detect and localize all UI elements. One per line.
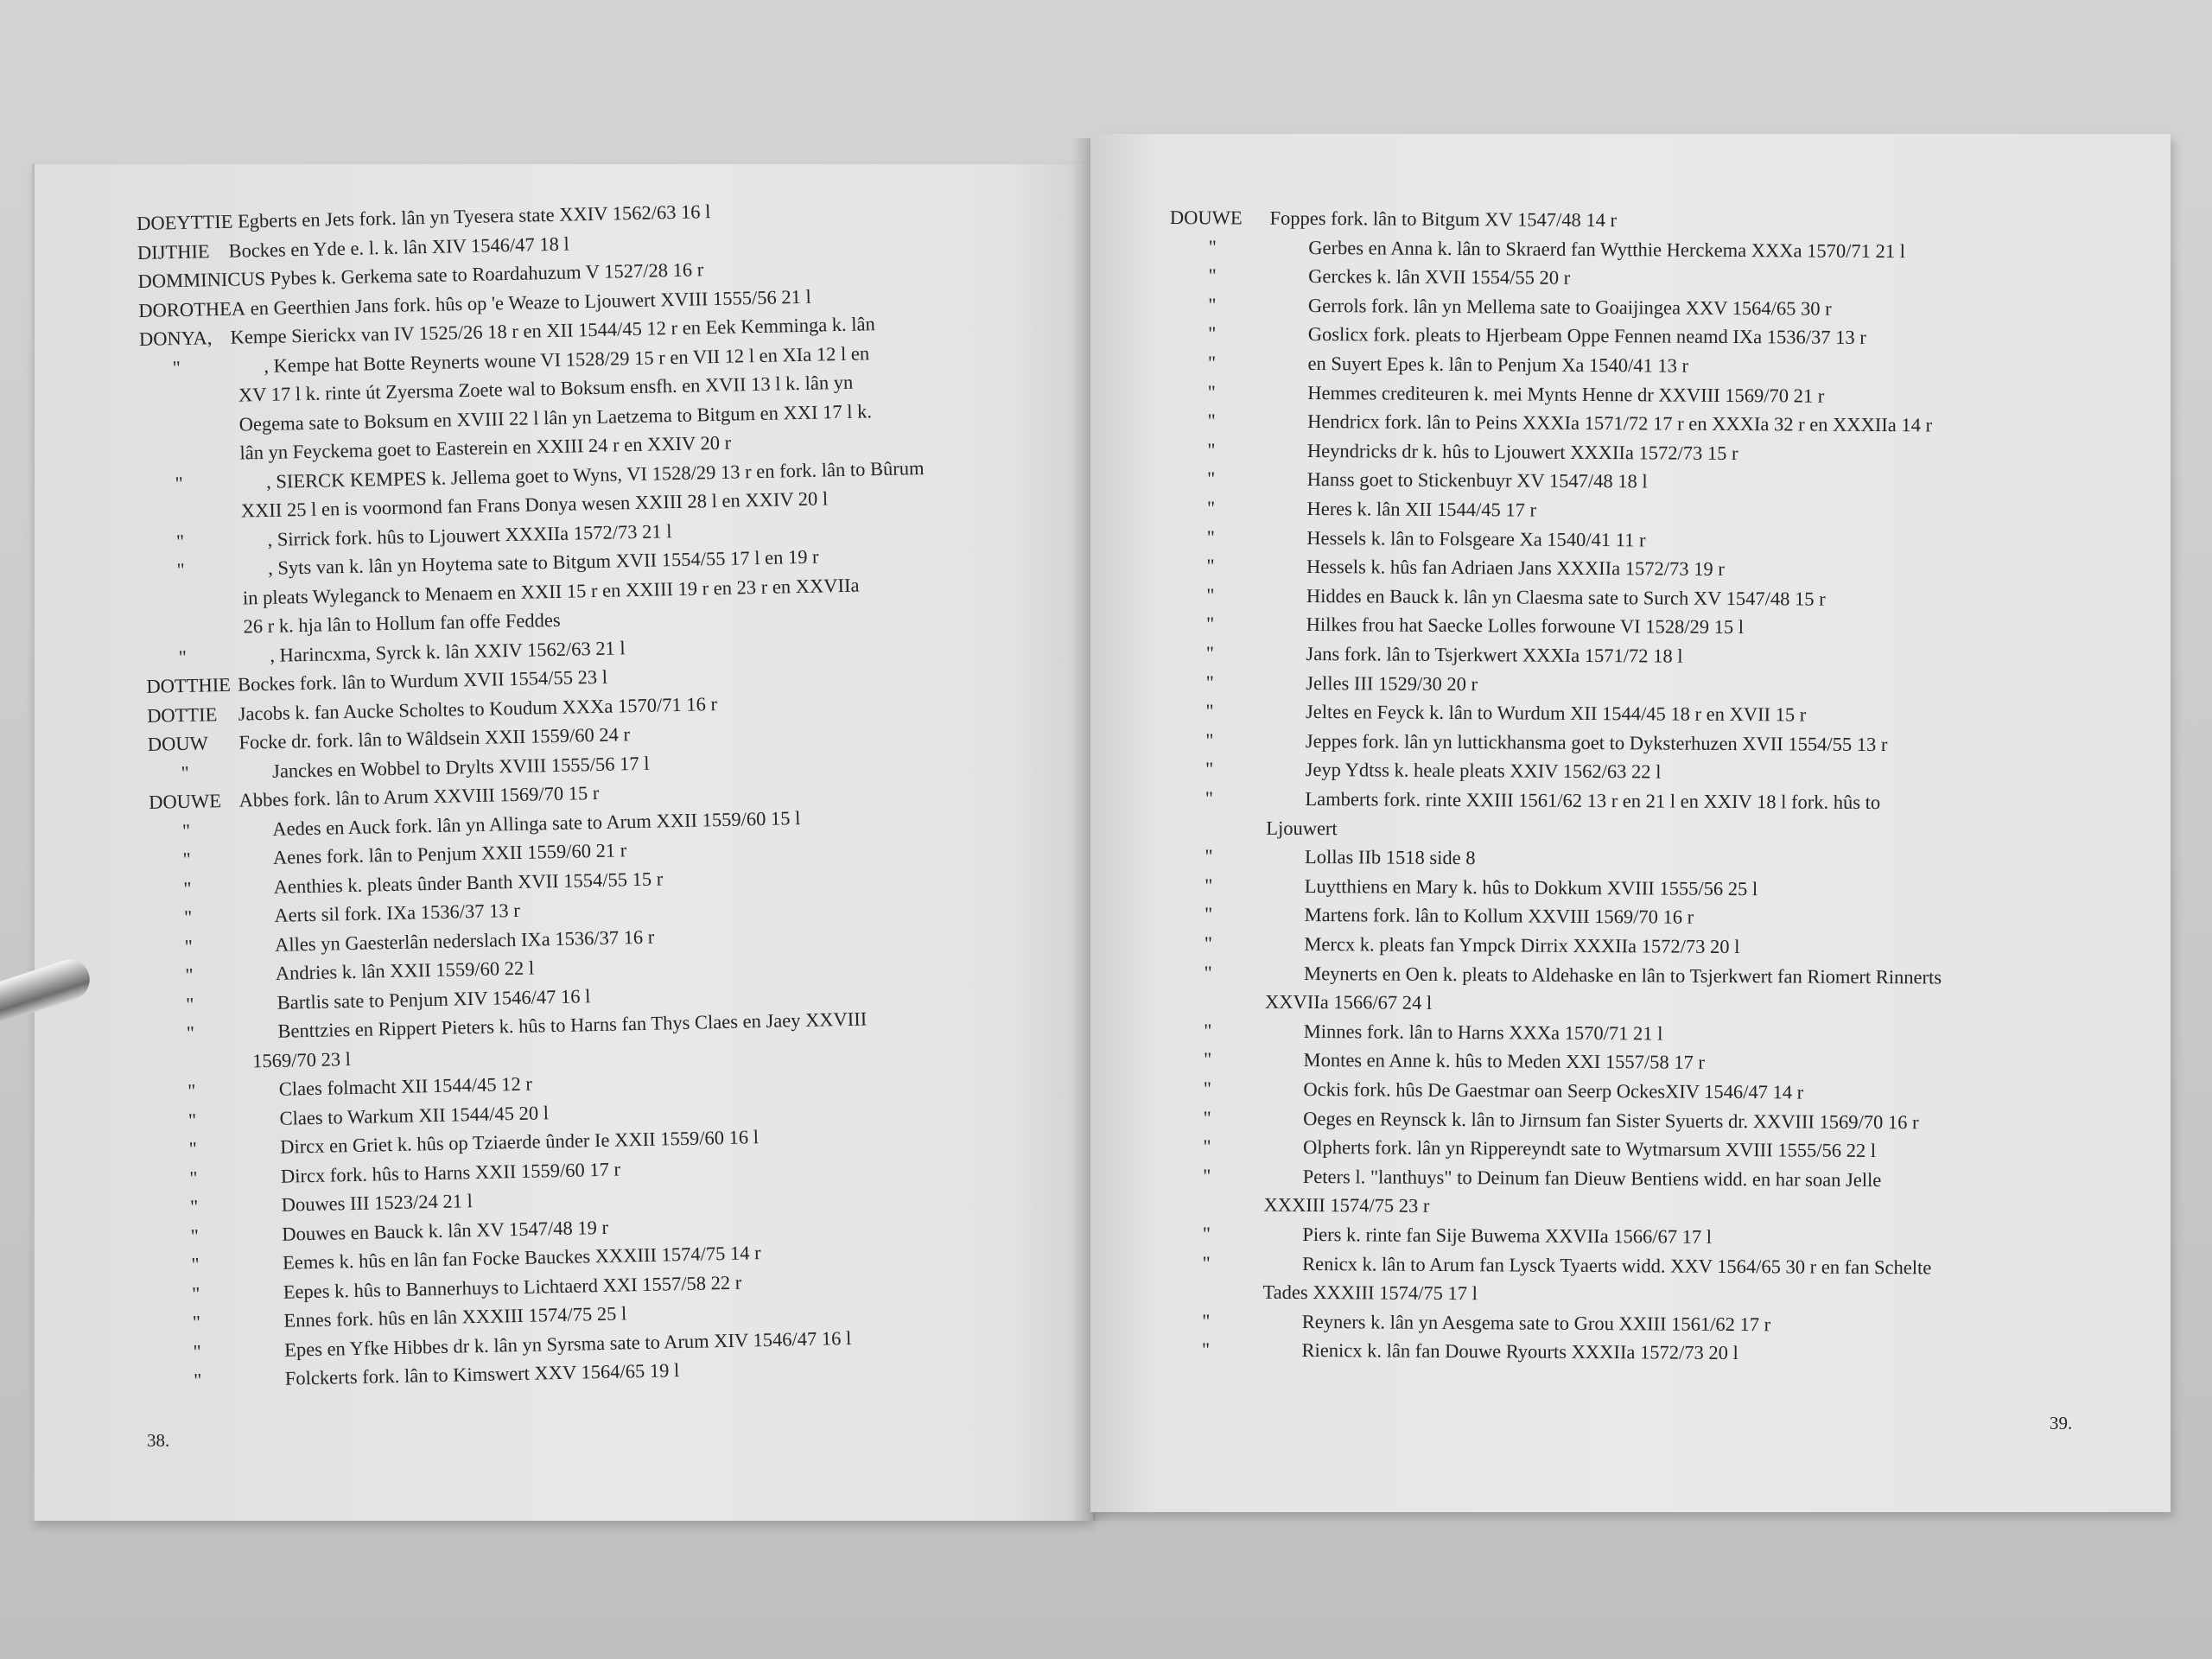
entry-line	[1167, 586, 1825, 609]
entry-line	[1168, 499, 1536, 520]
entry-text: Foppes fork. lân to Bitgum XV 1547/48 14 r	[1269, 207, 1618, 232]
entry-headword: "	[1203, 1165, 1211, 1187]
entry-line	[149, 841, 626, 870]
entry-headword: DOTTIE	[146, 702, 218, 727]
entry-text: Montes en Anne k. hûs to Meden XXI 1557/58 17 r	[1303, 1049, 1706, 1074]
entry-line	[1169, 353, 1688, 376]
entry-text: Folckerts fork. lân to Kimswert XXV 1564/65 19 l	[284, 1359, 680, 1389]
entry-line	[154, 1007, 868, 1045]
entry-headword: "	[176, 558, 186, 582]
entry-headword: DOTTHIE	[146, 673, 232, 697]
entry-text: Peters l. "lanthuys" to Deinum fan Dieuw Bentiens widd. en har soan Jelle	[1302, 1165, 1882, 1191]
entry-text: Alles yn Gaesterlân nederslach IXa 1536/37 16 r	[274, 925, 655, 956]
entry-headword: "	[1208, 294, 1217, 316]
entry-text: en Geerthien Jans fork. hûs op 'e Weaze to Ljouwert XVIII 1555/56 21 l	[250, 285, 811, 319]
entry-line	[156, 1103, 549, 1131]
entry-text: Mercx k. pleats fan Ympck Dirrix XXXIIa 1572/73 20 l	[1304, 932, 1740, 958]
entry-line	[158, 1217, 609, 1246]
entry-headword: "	[1202, 1310, 1211, 1332]
entry-line	[161, 1361, 679, 1391]
entry-line	[143, 519, 672, 552]
entry-text: en Suyert Epes k. lân to Penjum Xa 1540/41 13 r	[1307, 352, 1689, 377]
entry-text: 26 r k. hja lân to Hollum fan offe Feddes	[243, 608, 561, 638]
entry-text: Pybes k. Gerkema sate to Roardahuzum V 1527/28 16 r	[270, 258, 704, 289]
entry-line	[1166, 789, 1880, 813]
entry-text: , SIERCK KEMPES k. Jellema goet to Wyns, VI 1528/29 13 r en fork. lân to Bûrum	[265, 456, 925, 493]
entry-text: XXXIII 1574/75 23 r	[1263, 1194, 1430, 1217]
entry-line	[1163, 1251, 1932, 1278]
entry-text: Rienicx k. lân fan Douwe Ryourts XXXIIa 1572/73 20 l	[1301, 1339, 1738, 1364]
entry-headword: "	[1205, 700, 1214, 722]
entry-headword	[143, 518, 236, 519]
entry-line	[1166, 731, 1887, 755]
entry-line	[1163, 1312, 1770, 1335]
entry-headword: DIJTHIE	[137, 239, 210, 264]
entry-text: Piers k. rinte fan Sije Buwema XXVIIa 1566/67 17 l	[1302, 1223, 1713, 1248]
entry-line	[142, 431, 732, 466]
entry-headword: "	[183, 877, 192, 899]
entry-text: in pleats Wyleganck to Menaem en XXII 15 r en XXIII 19 r en 23 r en XXVIIa	[242, 574, 860, 609]
entry-headword: "	[186, 1021, 195, 1044]
entry-text: Eepes k. hûs to Bannerhuys to Lichtaerd XXI 1557/58 22 r	[283, 1271, 742, 1303]
entry-headword: "	[191, 1282, 200, 1305]
entry-headword: "	[175, 530, 185, 552]
entry-line	[1169, 380, 1825, 407]
entry-text: Jans fork. lân to Tsjerkwert XXXIa 1571/72 18 l	[1306, 642, 1683, 667]
entry-headword: "	[181, 819, 191, 842]
entry-headword	[141, 402, 234, 404]
entry-headword	[155, 1067, 248, 1069]
entry-headword: "	[1207, 352, 1217, 374]
entry-headword: DOMMINICUS	[137, 267, 266, 292]
entry-line	[1164, 1224, 1712, 1247]
entry-text: Benttzies en Rippert Pieters k. hûs to Harns fan Thys Claes en Jaey XXVIII	[277, 1007, 868, 1042]
entry-headword: "	[194, 1369, 202, 1391]
entry-headword: "	[1205, 729, 1214, 752]
entry-headword: "	[1207, 410, 1216, 432]
entry-headword: "	[1205, 845, 1213, 868]
entry-line	[159, 1273, 741, 1305]
entry-line	[149, 806, 801, 842]
entry-text: Bockes fork. lân to Wurdum XVII 1554/55 23 l	[237, 665, 608, 696]
entry-line	[146, 692, 718, 727]
entry-headword: DOUW	[147, 732, 209, 755]
entry-text: , Harincxma, Syrck k. lân XXIV 1562/63 21 l	[270, 636, 626, 666]
entry-text: Dircx fork. hûs to Harns XXII 1559/60 17 r	[280, 1158, 621, 1187]
entry-headword: DOUWE	[148, 790, 222, 813]
entry-text: Jacobs k. fan Aucke Scholtes to Koudum XXXa 1570/71 16 r	[238, 692, 718, 725]
entry-text: Martens fork. lân to Kollum XXVIII 1569/70 16 r	[1304, 904, 1694, 929]
entry-line	[144, 575, 860, 610]
entry-text: Hessels k. lân to Folsgeare Xa 1540/41 11 r	[1306, 526, 1646, 550]
entry-line	[1167, 556, 1724, 579]
entry-text: , Syts van k. lân yn Hoytema sate to Bitgum XVII 1554/55 17 l en 19 r	[267, 545, 819, 579]
entry-text: Hanss goet to Stickenbuyr XV 1547/48 18 l	[1306, 468, 1648, 493]
entry-line	[1163, 1340, 1738, 1363]
entry-line	[137, 260, 703, 291]
entry-headword: "	[1205, 671, 1214, 693]
entry-line	[1166, 818, 1338, 839]
entry-text: Aenes fork. lân to Penjum XXII 1559/60 21 r	[272, 839, 627, 868]
entry-line	[148, 725, 631, 754]
entry-headword: "	[182, 848, 192, 871]
entry-headword: "	[1205, 874, 1213, 897]
entry-text: Goslicx fork. pleats to Hjerbeam Oppe Fennen neamd IXa 1536/37 13 r	[1307, 323, 1866, 349]
entry-line	[1164, 1137, 1876, 1161]
entry-line	[155, 1072, 533, 1103]
entry-text: Reyners k. lân yn Aesgema sate to Grou XXIII 1561/62 17 r	[1301, 1310, 1771, 1336]
entry-text: XXVIIa 1566/67 24 l	[1264, 990, 1433, 1014]
entry-headword: "	[178, 645, 188, 668]
entry-headword: "	[1204, 903, 1213, 925]
entry-line	[148, 781, 600, 813]
entry-text: Claes folmacht XII 1544/45 12 r	[278, 1072, 533, 1100]
entry-line	[1164, 1166, 1881, 1191]
entry-text: Bockes en Yde e. l. k. lân XIV 1546/47 18 l	[228, 232, 570, 262]
entry-headword: "	[190, 1224, 200, 1247]
entry-headword: "	[1207, 439, 1216, 461]
entry-text: Minnes fork. lân to Harns XXXa 1570/71 21 l	[1303, 1020, 1663, 1045]
entry-line	[160, 1304, 627, 1333]
entry-line	[143, 489, 828, 523]
entry-text: Aedes en Auck fork. lân yn Allinga sate to Arum XXII 1559/60 15 l	[272, 806, 801, 840]
entry-headword: "	[183, 906, 193, 929]
entry-text: Gerrols fork. lân yn Mellema sate to Goaijingea XXV 1564/65 30 r	[1307, 294, 1832, 320]
entry-text: Oegema sate to Boksum en XVIII 22 l lân yn Laetzema to Bitgum en XXI 17 l k.	[238, 399, 873, 435]
entry-text: Heyndricks dr k. hûs to Ljouwert XXXIIa 1572/73 15 r	[1306, 439, 1738, 464]
entry-text: Kempe Sierickx van IV 1525/26 18 r en XII 1544/45 12 r en Eek Kemminga k. lân	[230, 313, 876, 348]
entry-headword: "	[191, 1253, 200, 1275]
entry-headword	[144, 604, 238, 606]
entry-line	[1168, 411, 1932, 435]
entry-line	[156, 1160, 620, 1189]
entry-text: Olpherts fork. lân yn Rippereyndt sate to Wytmarsum XVIII 1555/56 22 l	[1302, 1136, 1877, 1162]
entry-text: Douwes en Bauck k. lân XV 1547/48 19 r	[282, 1216, 609, 1245]
entry-text: 1569/70 23 l	[251, 1047, 352, 1071]
entry-headword: "	[1204, 961, 1212, 983]
entry-text: Hendricx fork. lân to Peins XXXIa 1571/72 17 r en XXXIa 32 r en XXXIIa 14 r	[1307, 410, 1933, 436]
left-page-number: 38.	[147, 1430, 170, 1451]
right-page-number: 39.	[2050, 1413, 2073, 1433]
entry-line	[1166, 876, 1758, 899]
entry-headword: "	[185, 993, 194, 1015]
entry-text: , Kempe hat Botte Reynerts woune VI 1528/29 15 r en VII 12 l en XIa 12 l en	[264, 341, 870, 377]
entry-headword: "	[1207, 467, 1216, 490]
entry-line	[137, 234, 569, 263]
entry-headword: "	[1208, 264, 1217, 287]
entry-headword: "	[185, 963, 194, 987]
entry-line	[158, 1243, 761, 1275]
entry-line	[1169, 296, 1831, 319]
entry-line	[154, 1047, 352, 1073]
entry-text: Hiddes en Bauck k. lân yn Claesma sate to Surch XV 1547/48 15 r	[1306, 584, 1826, 610]
entry-line	[141, 399, 873, 436]
entry-line	[1170, 235, 1905, 262]
entry-headword: "	[187, 1079, 196, 1102]
entry-line	[156, 1128, 759, 1160]
entry-text: Egberts en Jets fork. lân yn Tyesera state XXIV 1562/63 16 l	[237, 200, 711, 232]
entry-line	[1166, 847, 1475, 868]
entry-text: Gerbes en Anna k. lân to Skraerd fan Wytthie Herckema XXXa 1570/71 21 l	[1308, 236, 1905, 262]
entry-text: Epes en Yfke Hibbes dr k. lân yn Syrsma sate to Arum XIV 1546/47 16 l	[283, 1326, 852, 1361]
entry-headword: "	[1205, 787, 1214, 810]
entry-text: lân yn Feyckema goet to Easterein en XXIII 24 r en XXIV 20 r	[239, 431, 732, 464]
entry-text: Dircx en Griet k. hûs op Tziaerde ûnder Ie XXII 1559/60 16 l	[280, 1126, 760, 1158]
entry-headword: "	[1208, 235, 1217, 257]
entry-headword: "	[172, 356, 181, 378]
entry-headword	[1166, 834, 1262, 835]
entry-text: Focke dr. fork. lân to Wâldsein XXII 1559/60 24 r	[238, 723, 631, 753]
entry-line	[1167, 614, 1744, 638]
entry-headword: "	[1206, 497, 1216, 519]
entry-line	[1166, 963, 1942, 988]
entry-headword: "	[1204, 932, 1213, 955]
entry-headword: "	[188, 1109, 197, 1131]
entry-text: Andries k. lân XXII 1559/60 22 l	[275, 957, 535, 984]
entry-headword: "	[1203, 1106, 1211, 1128]
entry-text: Hilkes frou hat Saecke Lolles forwoune VI 1528/29 15 l	[1306, 613, 1745, 639]
entry-line	[152, 959, 534, 987]
entry-headword: "	[192, 1311, 201, 1333]
entry-text: XXII 25 l en is voormond fan Frans Donya wesen XXIII 28 l en XXIV 20 l	[240, 487, 829, 522]
entry-line	[146, 665, 608, 697]
entry-line	[1170, 208, 1617, 231]
entry-headword: "	[1208, 322, 1217, 345]
entry-text: Gerckes k. lân XVII 1554/55 20 r	[1308, 265, 1571, 289]
entry-headword: "	[1203, 1077, 1212, 1100]
entry-headword: "	[175, 472, 183, 494]
entry-line	[1168, 441, 1738, 464]
entry-text: Tades XXXIII 1574/75 17 l	[1262, 1281, 1478, 1305]
entry-text: , Sirrick fork. hûs to Ljouwert XXXIIa 1572/73 21 l	[267, 519, 672, 550]
entry-line	[146, 636, 626, 668]
entry-headword: "	[1205, 613, 1215, 635]
entry-line	[1163, 1282, 1478, 1304]
entry-headword	[145, 633, 238, 635]
entry-text: Aenthies k. pleats ûnder Banth XVII 1554/55 15 r	[273, 867, 664, 898]
entry-text: Jeppes fork. lân yn luttickhansma goet to Dyksterhuzen XVII 1554/55 13 r	[1305, 729, 1888, 755]
entry-text: Aerts sil fork. IXa 1536/37 13 r	[274, 899, 520, 926]
entry-line	[1167, 644, 1683, 666]
entry-headword: "	[1206, 525, 1215, 548]
entry-headword: DONYA,	[138, 327, 213, 350]
entry-headword: "	[1201, 1338, 1211, 1361]
entry-headword: "	[1202, 1251, 1211, 1274]
entry-text: Douwes III 1523/24 21 l	[281, 1190, 474, 1216]
entry-line	[1168, 469, 1648, 492]
entry-headword: "	[1203, 1135, 1211, 1158]
entry-line	[160, 1328, 851, 1362]
entry-headword: "	[1206, 555, 1215, 577]
entry-headword: "	[1205, 758, 1214, 780]
right-page	[1090, 134, 2171, 1512]
entry-line	[1166, 934, 1740, 957]
entry-line	[1166, 905, 1694, 927]
entry-headword: "	[1205, 642, 1215, 664]
entry-line	[137, 202, 711, 233]
entry-line	[1165, 1050, 1705, 1072]
entry-headword: DOEYTTIE	[136, 210, 233, 234]
entry-text: Claes to Warkum XII 1544/45 20 l	[279, 1101, 550, 1129]
entry-text: Oeges en Reynsck k. lân to Jirnsum fan Sister Syuerts dr. XXVIII 1569/70 16 r	[1303, 1107, 1919, 1133]
entry-headword: "	[189, 1166, 198, 1189]
entry-line	[153, 984, 591, 1015]
entry-line	[1165, 1079, 1804, 1103]
entry-text: Heres k. lân XII 1544/45 17 r	[1306, 497, 1537, 521]
entry-text: Lollas IIb 1518 side 8	[1304, 846, 1476, 869]
entry-headword: DOUWE	[1169, 207, 1243, 229]
entry-line	[1164, 1106, 1919, 1133]
entry-line	[148, 753, 649, 784]
entry-headword: "	[193, 1340, 202, 1363]
entry-line	[1164, 1195, 1430, 1216]
entry-text: Meynerts en Oen k. pleats to Aldehaske en lân to Tsjerkwert fan Riomert Rinnerts	[1304, 962, 1942, 988]
entry-text: Abbes fork. lân to Arum XXVIII 1569/70 15 r	[238, 781, 600, 811]
entry-line	[1167, 673, 1478, 695]
entry-text: XV 17 l k. rinte út Zyersma Zoete wal to Boksum ensfh. en XVII 13 l k. lân yn	[238, 371, 854, 406]
entry-headword: "	[1204, 1020, 1212, 1042]
entry-text: Ockis fork. hûs De Gaestmar oan Seerp OckesXIV 1546/47 14 r	[1303, 1077, 1804, 1103]
entry-text: Luytthiens en Mary k. hûs to Dokkum XVIII 1555/56 25 l	[1304, 874, 1758, 899]
entry-headword: "	[1206, 584, 1215, 607]
entry-line	[1166, 760, 1662, 782]
entry-line	[1169, 324, 1866, 347]
entry-headword	[141, 430, 234, 432]
entry-text: Hemmes crediteuren k. mei Mynts Henne dr XXVIII 1569/70 21 r	[1307, 381, 1825, 407]
entry-headword: "	[181, 761, 189, 784]
entry-line	[150, 869, 663, 899]
entry-headword: "	[1202, 1223, 1211, 1245]
entry-headword	[1165, 1007, 1260, 1008]
entry-headword: "	[189, 1195, 199, 1217]
entry-text: Ljouwert	[1266, 817, 1338, 839]
entry-line	[151, 901, 520, 928]
left-page	[35, 164, 1093, 1521]
entry-line	[157, 1192, 473, 1217]
entry-line	[145, 608, 561, 639]
entry-text: Eemes k. hûs en lân fan Focke Bauckes XXXIII 1574/75 14 r	[282, 1242, 761, 1274]
entry-line	[152, 927, 655, 957]
entry-line	[1169, 266, 1570, 288]
entry-text: Bartlis sate to Penjum XIV 1546/47 16 l	[276, 984, 591, 1014]
entry-text: Jeltes en Feyck k. lân to Wurdum XII 1544/45 18 r en XVII 15 r	[1305, 701, 1807, 726]
entry-headword: "	[188, 1137, 198, 1160]
entry-text: Lamberts fork. rinte XXIII 1561/62 13 r en 21 l en XXIV 18 l fork. hûs to	[1305, 787, 1881, 814]
entry-line	[1165, 1021, 1662, 1044]
entry-line	[1166, 702, 1806, 725]
entry-text: Jelles III 1529/30 20 r	[1306, 671, 1478, 695]
entry-text: Renicx k. lân to Arum fan Lysck Tyaerts widd. XXV 1564/65 30 r en fan Schelte	[1302, 1252, 1932, 1278]
entry-text: Jeyp Ydtss k. heale pleats XXIV 1562/63 22 l	[1305, 759, 1662, 783]
entry-headword: "	[184, 935, 194, 957]
entry-text: Janckes en Wobbel to Drylts XVIII 1555/56 17 l	[271, 752, 650, 782]
entry-headword: "	[1203, 1048, 1212, 1071]
entry-headword: DOROTHEA	[138, 296, 246, 321]
entry-line	[1165, 992, 1432, 1013]
entry-headword: "	[1207, 380, 1216, 403]
entry-text: Hessels k. hûs fan Adriaen Jans XXXIIa 1572/73 19 r	[1306, 556, 1725, 581]
entry-line	[1168, 525, 1646, 550]
entry-headword	[1163, 1298, 1258, 1299]
entry-text: Ennes fork. hûs en lân XXXIII 1574/75 25 l	[283, 1302, 627, 1332]
entry-headword	[142, 460, 235, 461]
